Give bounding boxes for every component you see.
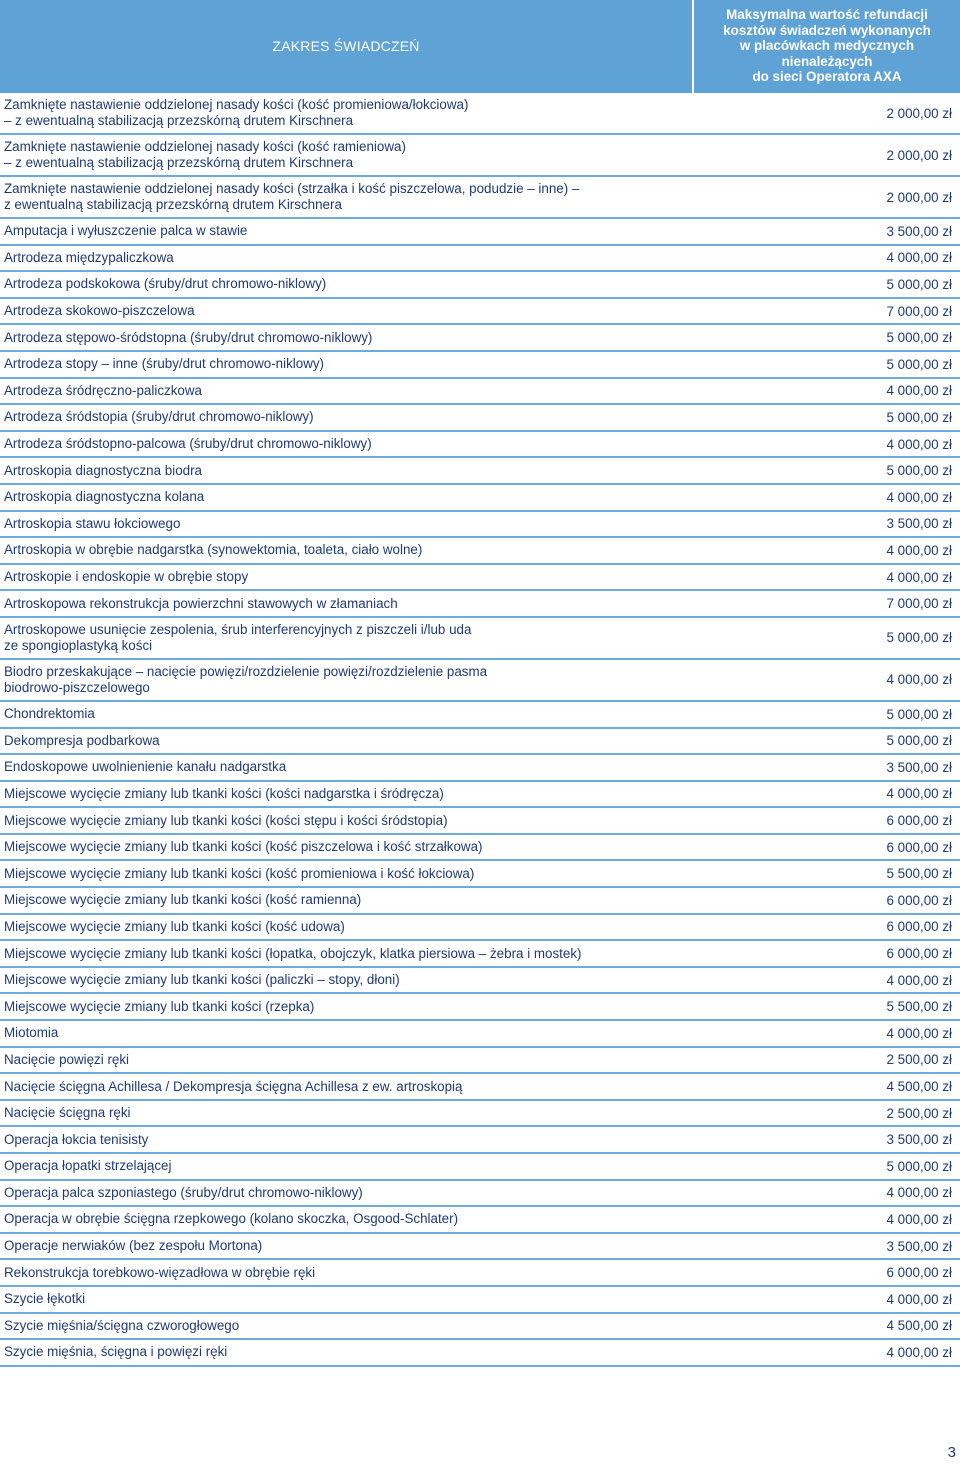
refund-amount: 5 000,00 zł (886, 356, 952, 372)
table-row (0, 135, 960, 177)
refund-amount: 5 500,00 zł (886, 866, 952, 882)
refund-amount: 2 500,00 zł (886, 1052, 952, 1068)
table-row (0, 1260, 960, 1287)
procedure-description (0, 246, 692, 271)
table-row (0, 782, 960, 809)
procedure-description (0, 618, 692, 658)
procedure-description-line: Operacje nerwiaków (bez zespołu Mortona) (4, 1238, 263, 1254)
procedure-description (0, 729, 692, 754)
table-row (0, 93, 960, 135)
procedure-description-line: Szycie łękotki (4, 1291, 86, 1307)
procedure-description-line: Operacja w obrębie ścięgna rzepkowego (kolano skoczka, Osgood-Schlater) (4, 1211, 459, 1227)
procedure-description-line: Zamknięte nastawienie oddzielonej nasady kości (kość ramieniowa) (4, 139, 406, 154)
procedure-description (0, 565, 692, 590)
procedure-description (0, 591, 692, 616)
procedure-description-line: Miejscowe wycięcie zmiany lub tkanki kości (kość promieniowa i kość łokciowa) (4, 865, 475, 881)
refund-amount: 5 000,00 zł (886, 463, 952, 479)
refund-amount: 4 000,00 zł (886, 1185, 952, 1201)
refund-amount: 5 000,00 zł (886, 276, 952, 292)
table-row (0, 808, 960, 835)
scope-column-header (0, 0, 692, 93)
table-row (0, 485, 960, 512)
refund-amount: 5 000,00 zł (886, 706, 952, 722)
procedure-description-line: – z ewentualną stabilizacją przezskórną drutem Kirschnera (4, 155, 354, 170)
procedure-description (0, 177, 692, 217)
procedure-description (0, 1234, 692, 1259)
table-row (0, 835, 960, 862)
procedure-description (0, 994, 692, 1019)
procedure-description-line: biodrowo-piszczelowego (4, 679, 150, 695)
refund-amount: 2 000,00 zł (886, 105, 952, 121)
procedure-description-line: Artrodeza śródstopno-palcowa (śruby/drut chromowo-niklowy) (4, 436, 372, 452)
refund-amount: 4 000,00 zł (886, 1211, 952, 1227)
refund-amount: 4 000,00 zł (886, 436, 952, 452)
procedure-description (0, 379, 692, 404)
procedure-description-line: Miejscowe wycięcie zmiany lub tkanki kości (łopatka, obojczyk, klatka piersiowa – żebra i mostek) (4, 945, 582, 961)
procedure-description-line: Artrodeza podskokowa (śruby/drut chromowo-niklowy) (4, 276, 327, 292)
procedure-description (0, 1127, 692, 1152)
table-row (0, 1234, 960, 1261)
refund-amount: 6 000,00 zł (886, 892, 952, 908)
table-row (0, 1154, 960, 1181)
procedure-description-line: Miejscowe wycięcie zmiany lub tkanki kości (kość udowa) (4, 918, 345, 934)
value-column-title-line: w placówkach medycznych (739, 38, 915, 53)
refund-amount: 5 000,00 zł (886, 409, 952, 425)
refund-amount: 6 000,00 zł (886, 946, 952, 962)
procedure-description-line: Artroskopia stawu łokciowego (4, 515, 181, 531)
refund-amount: 4 000,00 zł (886, 383, 952, 399)
refund-amount: 3 500,00 zł (886, 1132, 952, 1148)
table-row (0, 755, 960, 782)
procedure-description-line: – z ewentualną stabilizacją przezskórną drutem Kirschnera (4, 113, 354, 128)
table-row (0, 1314, 960, 1341)
refund-amount: 3 500,00 zł (886, 1238, 952, 1254)
procedure-description-line: Artroskopia diagnostyczna biodra (4, 462, 202, 478)
procedure-description (0, 941, 692, 966)
table-row (0, 1127, 960, 1154)
refund-amount: 4 000,00 zł (886, 972, 952, 988)
procedure-description-line: Chondrektomia (4, 706, 95, 722)
procedure-description (0, 888, 692, 913)
procedure-description (0, 432, 692, 457)
procedure-description-line: Miotomia (4, 1025, 59, 1041)
procedure-description-line: Nacięcie powięzi ręki (4, 1051, 130, 1067)
procedure-description (0, 1181, 692, 1206)
table-row (0, 660, 960, 702)
table-row (0, 591, 960, 618)
procedure-description (0, 219, 692, 244)
procedure-description-line: Artrodeza stępowo-śródstopna (śruby/drut chromowo-niklowy) (4, 329, 373, 345)
procedure-description (0, 272, 692, 297)
procedure-description (0, 299, 692, 324)
table-row (0, 1207, 960, 1234)
value-column-title-line: Maksymalna wartość refundacji (726, 7, 928, 22)
procedure-description-line: Amputacja i wyłuszczenie palca w stawie (4, 223, 248, 239)
refund-amount: 4 000,00 zł (886, 672, 952, 688)
procedure-description-line: Artroskopie i endoskopie w obrębie stopy (4, 569, 249, 585)
procedure-description (0, 915, 692, 940)
procedure-description-line: Miejscowe wycięcie zmiany lub tkanki kości (kości nadgarstka i śródręcza) (4, 785, 444, 801)
procedure-description-line: Szycie mięśnia/ścięgna czworogłowego (4, 1317, 240, 1333)
procedure-description (0, 485, 692, 510)
procedure-description-line: Artroskopowe usunięcie zespolenia, śrub interferencyjnych z piszczeli i/lub uda (4, 621, 472, 637)
table-row (0, 994, 960, 1021)
scope-column-title: ZAKRES ŚWIADCZEŃ (272, 37, 420, 54)
procedure-description-line: Operacja łokcia tenisisty (4, 1131, 149, 1147)
procedure-description-line: Artrodeza międzypaliczkowa (4, 249, 174, 265)
refund-amount: 3 500,00 zł (886, 516, 952, 532)
procedure-description-line: Artrodeza stopy – inne (śruby/drut chromowo-niklowy) (4, 356, 325, 372)
refund-amount: 3 500,00 zł (886, 759, 952, 775)
procedure-description-line: Operacja łopatki strzelającej (4, 1158, 172, 1174)
table-row (0, 941, 960, 968)
refund-amount: 4 000,00 zł (886, 1025, 952, 1041)
procedure-description-line: Artrodeza śródstopia (śruby/drut chromowo-niklowy) (4, 409, 314, 425)
procedure-description-line: Artroskopia diagnostyczna kolana (4, 489, 205, 505)
procedure-description (0, 835, 692, 860)
refund-amount: 6 000,00 zł (886, 813, 952, 829)
table-row (0, 618, 960, 660)
table-row (0, 246, 960, 273)
refund-amount: 4 000,00 zł (886, 786, 952, 802)
table-row (0, 565, 960, 592)
value-column-title-line: nienależących (781, 53, 873, 69)
procedure-description (0, 1287, 692, 1312)
table-row (0, 219, 960, 246)
procedure-description (0, 93, 692, 133)
table-row (0, 432, 960, 459)
procedure-description-line: Nacięcie ścięgna ręki (4, 1105, 131, 1121)
table-row (0, 272, 960, 299)
procedure-description-line: Artroskopowa rekonstrukcja powierzchni stawowych w złamaniach (4, 595, 398, 611)
procedure-description (0, 1101, 692, 1126)
procedure-description (0, 1021, 692, 1046)
procedure-description (0, 1340, 692, 1365)
procedure-description (0, 1260, 692, 1285)
procedure-description (0, 1314, 692, 1339)
procedure-description-line: Miejscowe wycięcie zmiany lub tkanki kości (kość piszczelowa i kość strzałkowa) (4, 839, 483, 855)
page-number: 3 (947, 1444, 956, 1461)
table-row (0, 1287, 960, 1314)
table-row (0, 379, 960, 406)
refund-amount: 3 500,00 zł (886, 223, 952, 239)
refund-amount: 5 000,00 zł (886, 330, 952, 346)
procedure-description-line: Miejscowe wycięcie zmiany lub tkanki kości (kości stępu i kości śródstopia) (4, 812, 448, 828)
procedure-description-line: Zamknięte nastawienie oddzielonej nasady kości (strzałka i kość piszczelowa, podudzie – inne) – (4, 181, 580, 196)
procedure-description-line: Zamknięte nastawienie oddzielonej nasady kości (kość promieniowa/łokciowa) (4, 97, 469, 112)
table-row (0, 1021, 960, 1048)
table-row (0, 888, 960, 915)
procedure-description-line: Artroskopia w obrębie nadgarstka (synowektomia, toaleta, ciało wolne) (4, 542, 423, 558)
table-row (0, 1074, 960, 1101)
refund-amount: 4 500,00 zł (886, 1079, 952, 1095)
table-row (0, 861, 960, 888)
table-row (0, 1101, 960, 1128)
procedure-description-line: Rekonstrukcja torebkowo-więzadłowa w obrębie ręki (4, 1264, 316, 1280)
refund-amount: 7 000,00 zł (886, 303, 952, 319)
value-column-title-line: do sieci Operatora AXA (752, 69, 902, 84)
value-column-title-line: kosztów świadczeń wykonanych (723, 22, 931, 38)
refund-amount: 7 000,00 zł (886, 596, 952, 612)
procedure-description (0, 660, 692, 700)
procedure-description (0, 405, 692, 430)
procedure-description (0, 782, 692, 807)
refund-amount: 6 000,00 zł (886, 839, 952, 855)
procedure-description (0, 755, 692, 780)
table-row (0, 1048, 960, 1075)
refund-amount: 4 000,00 zł (886, 1344, 952, 1360)
procedure-description (0, 325, 692, 350)
procedure-description (0, 512, 692, 537)
refund-amount: 4 000,00 zł (886, 569, 952, 585)
table-row (0, 352, 960, 379)
refund-amount: 4 500,00 zł (886, 1318, 952, 1334)
procedure-description (0, 968, 692, 993)
procedure-description-line: Endoskopowe uwolnienienie kanału nadgarstka (4, 759, 287, 775)
table-header (0, 0, 960, 93)
procedure-description (0, 135, 692, 175)
procedure-description-line: Artrodeza skokowo-piszczelowa (4, 303, 195, 319)
procedure-description (0, 861, 692, 886)
procedure-description (0, 458, 692, 483)
procedure-description-line: Szycie mięśnia, ścięgna i powięzi ręki (4, 1344, 228, 1360)
refund-amount: 4 000,00 zł (886, 542, 952, 558)
table-row (0, 512, 960, 539)
procedure-description (0, 1207, 692, 1232)
procedure-description-line: ze spongioplastyką kości (4, 637, 153, 653)
table-row (0, 968, 960, 995)
procedure-description-line: Operacja palca szponiastego (śruby/drut chromowo-niklowy) (4, 1184, 363, 1200)
procedure-description (0, 1154, 692, 1179)
table-row (0, 325, 960, 352)
table-row (0, 1181, 960, 1208)
procedure-description-line: Nacięcie ścięgna Achillesa / Dekompresja ścięgna Achillesa z ew. artroskopią (4, 1078, 463, 1094)
procedure-description (0, 702, 692, 727)
table-row (0, 729, 960, 756)
table-row (0, 177, 960, 219)
procedure-description-line: Miejscowe wycięcie zmiany lub tkanki kości (rzepka) (4, 998, 315, 1014)
refund-amount: 4 000,00 zł (886, 1291, 952, 1307)
refund-amount: 4 000,00 zł (886, 250, 952, 266)
refund-amount: 5 000,00 zł (886, 733, 952, 749)
benefits-table-body (0, 93, 960, 1367)
procedure-description-line: Dekompresja podbarkowa (4, 732, 160, 748)
table-row (0, 299, 960, 326)
procedure-description (0, 1074, 692, 1099)
procedure-description-line: z ewentualną stabilizacją przezskórną drutem Kirschnera (4, 197, 342, 212)
table-row (0, 458, 960, 485)
procedure-description-line: Miejscowe wycięcie zmiany lub tkanki kości (kość ramienna) (4, 892, 362, 908)
procedure-description (0, 352, 692, 377)
refund-amount: 5 000,00 zł (886, 630, 952, 646)
procedure-description (0, 1048, 692, 1073)
table-row (0, 915, 960, 942)
table-row (0, 1340, 960, 1367)
table-row (0, 538, 960, 565)
procedure-description (0, 538, 692, 563)
refund-amount: 5 500,00 zł (886, 999, 952, 1015)
procedure-description (0, 808, 692, 833)
refund-amount: 4 000,00 zł (886, 489, 952, 505)
procedure-description-line: Artrodeza śródręczno-paliczkowa (4, 382, 202, 398)
refund-amount: 2 000,00 zł (886, 147, 952, 163)
refund-amount: 2 000,00 zł (886, 189, 952, 205)
refund-amount: 5 000,00 zł (886, 1158, 952, 1174)
procedure-description-line: Biodro przeskakujące – nacięcie powięzi/rozdzielenie powięzi/rozdzielenie pasma (4, 663, 488, 679)
value-column-header (694, 0, 960, 93)
refund-amount: 2 500,00 zł (886, 1105, 952, 1121)
table-row (0, 405, 960, 432)
procedure-description-line: Miejscowe wycięcie zmiany lub tkanki kości (paliczki – stopy, dłoni) (4, 972, 400, 988)
refund-amount: 6 000,00 zł (886, 919, 952, 935)
refund-amount: 6 000,00 zł (886, 1265, 952, 1281)
table-row (0, 702, 960, 729)
